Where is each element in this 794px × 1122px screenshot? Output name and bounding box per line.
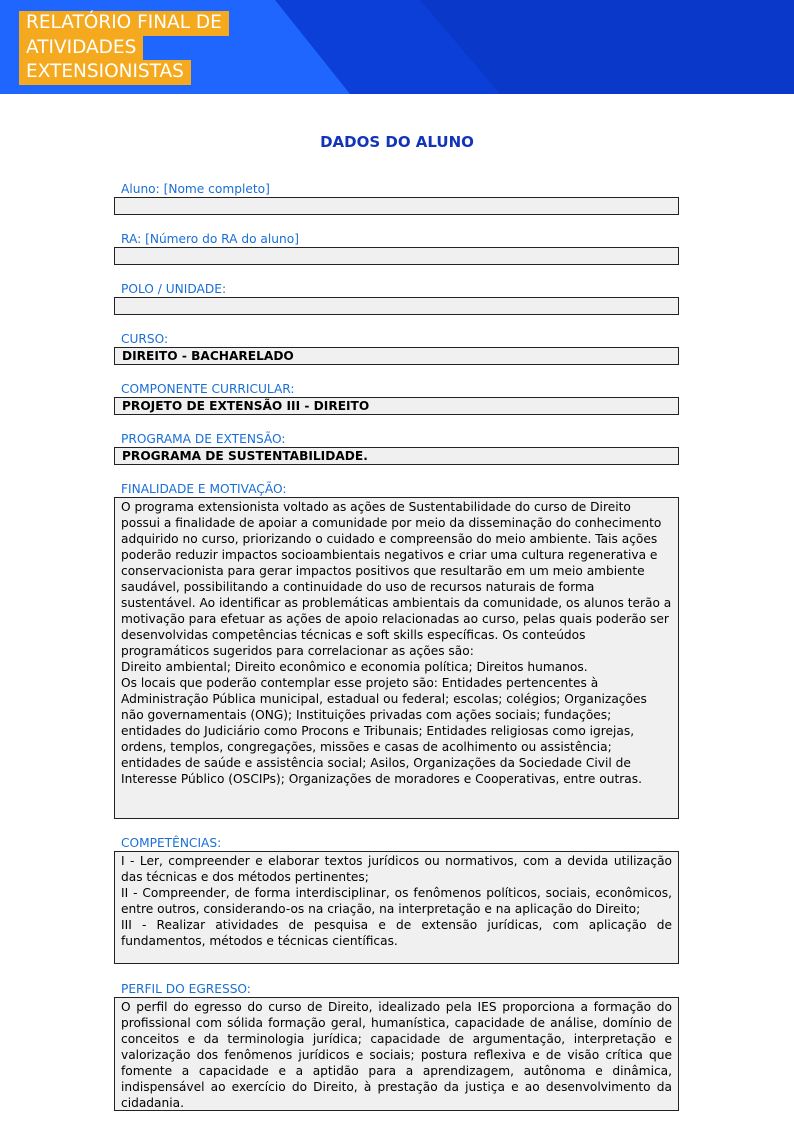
banner-title-line-3: EXTENSIONISTAS	[19, 60, 191, 85]
finalidade-paragraph-2: Direito ambiental; Direito econômico e economia política; Direitos humanos.	[121, 660, 588, 674]
finalidade-box	[114, 497, 679, 819]
competencias-label: COMPETÊNCIAS:	[121, 836, 222, 850]
perfil-box	[114, 997, 679, 1111]
competencia-1: I - Ler, compreender e elaborar textos jurídicos ou normativos, com a devida utilização das técnicas e dos métodos pertinentes;	[121, 854, 672, 884]
competencias-text	[115, 852, 678, 949]
polo-field[interactable]	[114, 297, 679, 315]
competencias-box	[114, 851, 679, 964]
competencia-3: III - Realizar atividades de pesquisa e de extensão jurídicas, com aplicação de fundamentos, métodos e técnicas científicas.	[121, 918, 672, 948]
ra-field[interactable]	[114, 247, 679, 265]
programa-label: PROGRAMA DE EXTENSÃO:	[121, 432, 286, 446]
curso-field	[114, 347, 679, 365]
banner-title	[19, 11, 229, 85]
finalidade-paragraph-3: Os locais que poderão contemplar esse projeto são: Entidades pertencentes à Administração Pública municipal, estadual ou federal; escolas; colégios; Organizações não governamentais (ONG); Instituições privadas com ações sociais; fundações; entidades do Judiciário como Procons e Tribunais; Entidades religiosas como igrejas, ordens, templos, congregações, missões e casas de acolhimento ou assistência; entidades de saúde e assistência social; Asilos, Organizações da Sociedade Civil de Interesse Público (OSCIPs); Organizações de moradores e Cooperativas, entre outras.	[121, 676, 647, 786]
curso-value: DIREITO - BACHARELADO	[122, 349, 294, 363]
perfil-label: PERFIL DO EGRESSO:	[121, 982, 251, 996]
aluno-field[interactable]	[114, 197, 679, 215]
componente-value: PROJETO DE EXTENSÃO III - DIREITO	[122, 399, 370, 413]
programa-value: PROGRAMA DE SUSTENTABILIDADE.	[122, 449, 368, 463]
page-title: DADOS DO ALUNO	[320, 133, 474, 151]
perfil-paragraph-1: O perfil do egresso do curso de Direito, idealizado pela IES proporciona a formação do profissional com sólida formação geral, humanística, capacidade de análise, domínio de conceitos e da terminologia jurídica; capacidade de argumentação, interpretação e valorização dos fenômenos jurídicos e sociais; postura reflexiva e de visão crítica que fomente a capacidade e a aptidão para a aprendizagem, autônoma e dinâmica, indispensável ao exercício do Direito, à prestação da justiça e ao desenvolvimento da cidadania.	[121, 1000, 672, 1110]
finalidade-label: FINALIDADE E MOTIVAÇÃO:	[121, 482, 287, 496]
competencia-2: II - Compreender, de forma interdisciplinar, os fenômenos políticos, sociais, econômicos, entre outros, considerando-os na criação, na interpretação e na aplicação do Direito;	[121, 886, 672, 916]
perfil-text	[115, 998, 678, 1111]
banner-title-line-1: RELATÓRIO FINAL DE	[19, 11, 229, 36]
header-banner	[0, 0, 794, 94]
banner-title-line-2: ATIVIDADES	[19, 36, 143, 61]
componente-label: COMPONENTE CURRICULAR:	[121, 382, 295, 396]
programa-field	[114, 447, 679, 465]
curso-label: CURSO:	[121, 332, 169, 346]
componente-field	[114, 397, 679, 415]
ra-label: RA: [Número do RA do aluno]	[121, 232, 299, 246]
finalidade-text	[115, 498, 678, 787]
finalidade-paragraph-1: O programa extensionista voltado as ações de Sustentabilidade do curso de Direito possui a finalidade de apoiar a comunidade por meio da disseminação do conhecimento adquirido no curso, priorizando o cuidado e compreensão do meio ambiente. Tais ações poderão reduzir impactos socioambientais negativos e criar uma cultura regenerativa e conservacionista para gerar impactos positivos que resultarão em um meio ambiente saudável, possibilitando a continuidade do uso de recursos naturais de forma sustentável. Ao identificar as problemáticas ambientais da comunidade, os alunos terão a motivação para efetuar as ações de apoio relacionadas ao curso, pelas quais poderão ser desenvolvidas competências técnicas e soft skills específicas. Os conteúdos programáticos sugeridos para correlacionar as ações são:	[121, 500, 672, 658]
polo-label: POLO / UNIDADE:	[121, 282, 227, 296]
aluno-label: Aluno: [Nome completo]	[121, 182, 270, 196]
